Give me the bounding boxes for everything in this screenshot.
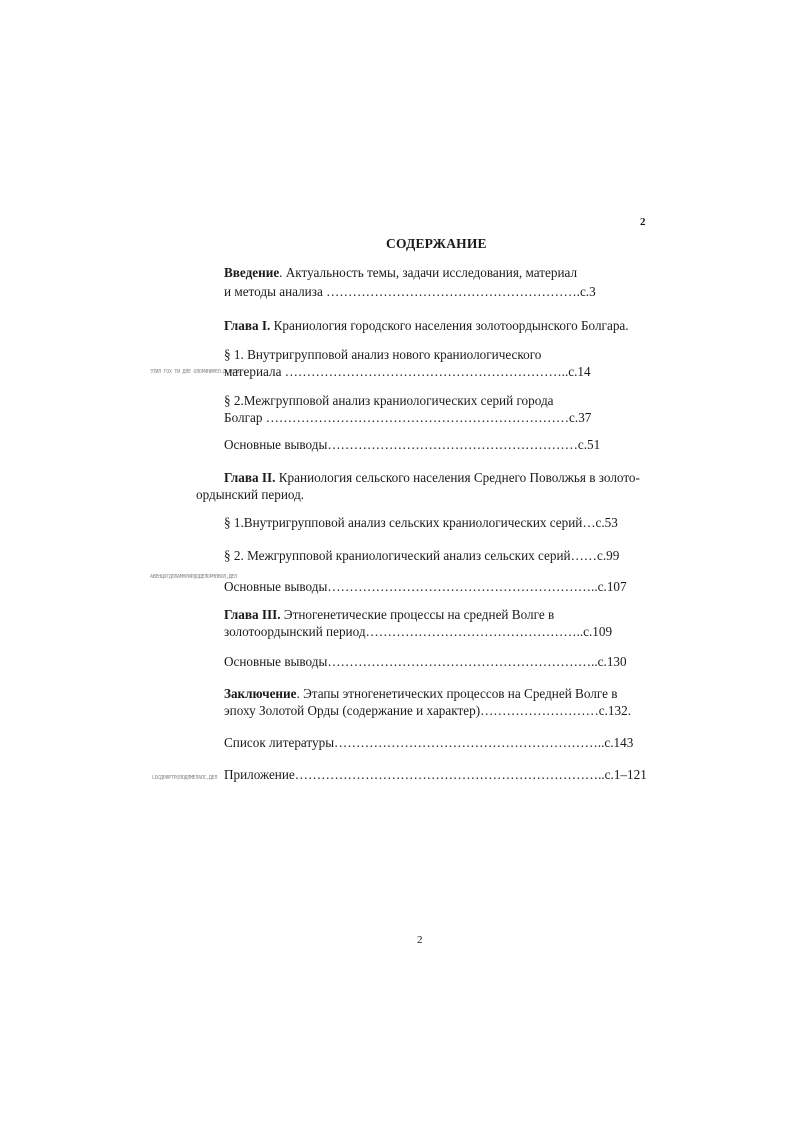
- toc-chapter2-section2: § 2. Межгрупповой краниологический анализ сельских серий……с.99: [224, 548, 620, 563]
- toc-chapter2-title: [224, 470, 640, 486]
- toc-chapter2-heading: Глава II.: [224, 470, 276, 485]
- toc-intro-heading: Введение: [224, 265, 280, 280]
- toc-conclusion-heading: Заключение: [224, 686, 297, 701]
- toc-intro-line1: [224, 265, 577, 281]
- page-number-top: 2: [640, 216, 646, 228]
- toc-appendix: Приложение……………………………………………………………..с.1–121: [224, 767, 647, 782]
- toc-chapter3-heading: Глава III.: [224, 607, 281, 622]
- toc-conclusion-line2: эпоху Золотой Орды (содержание и характер)………………………с.132.: [224, 703, 632, 718]
- toc-conclusion-text: . Этапы этногенетических процессов на Средней Волге в: [296, 686, 618, 701]
- toc-chapter2-section1: § 1.Внутригрупповой анализ сельских краниологических серий…с.53: [224, 515, 618, 530]
- scan-mark: LDCДРИРТРОЛОДЛМЕЛАЛС,ДЕЛ: [152, 775, 218, 781]
- toc-chapter1-section1-line1: § 1. Внутригрупповой анализ нового краниологического: [224, 347, 542, 362]
- toc-chapter2-conclusions: Основные выводы……………………………………………………..с.107: [224, 579, 627, 594]
- toc-chapter3-text: Этногенетические процессы на средней Волге в: [280, 607, 555, 622]
- page-number-bottom: 2: [417, 934, 423, 946]
- toc-chapter1-text: Краниология городского населения золотоордынского Болгара.: [270, 318, 629, 333]
- toc-chapter1-section2-line1: § 2.Межгрупповой анализ краниологических серий города: [224, 393, 554, 408]
- toc-chapter1-title: [224, 318, 629, 334]
- toc-chapter3-title-line2: золотоордынский период…………………………………………..с.109: [224, 624, 613, 639]
- page-title: СОДЕРЖАНИЕ: [386, 236, 487, 251]
- toc-chapter1-heading: Глава I.: [224, 318, 271, 333]
- toc-chapter1-conclusions: Основные выводы…………………………………………………с.51: [224, 437, 601, 452]
- toc-chapter2-text: Краниология сельского населения Среднего Поволжья в золото-: [275, 470, 640, 485]
- toc-conclusion-line1: [224, 686, 617, 702]
- toc-intro-line2: и методы анализа ………………………………………………….с.3: [224, 284, 596, 299]
- toc-chapter1-section2-line2: Болгар ……………………………………………………………с.37: [224, 410, 592, 425]
- scan-mark: ЭТИЛ ГОХ ТИ ДЛЕ ОЛОРИНИРЕЛ.Д.ПОЛЬ: [150, 369, 240, 375]
- toc-chapter1-section1-line2: материала ………………………………………………………..с.14: [224, 364, 591, 379]
- toc-intro-text: . Актуальность темы, задачи исследования, материал: [279, 265, 578, 280]
- toc-chapter2-title-line2: ордынский период.: [196, 487, 305, 502]
- scan-mark: АВЕНЦОГДЛЛАМНРИРДОДЕЛОРМЛВОЛ,ДЕЛ: [150, 574, 237, 580]
- toc-chapter3-conclusions: Основные выводы……………………………………………………..с.130: [224, 654, 627, 669]
- toc-bibliography: Список литературы……………………………………………………..с.143: [224, 735, 634, 750]
- toc-chapter3-title: [224, 607, 554, 623]
